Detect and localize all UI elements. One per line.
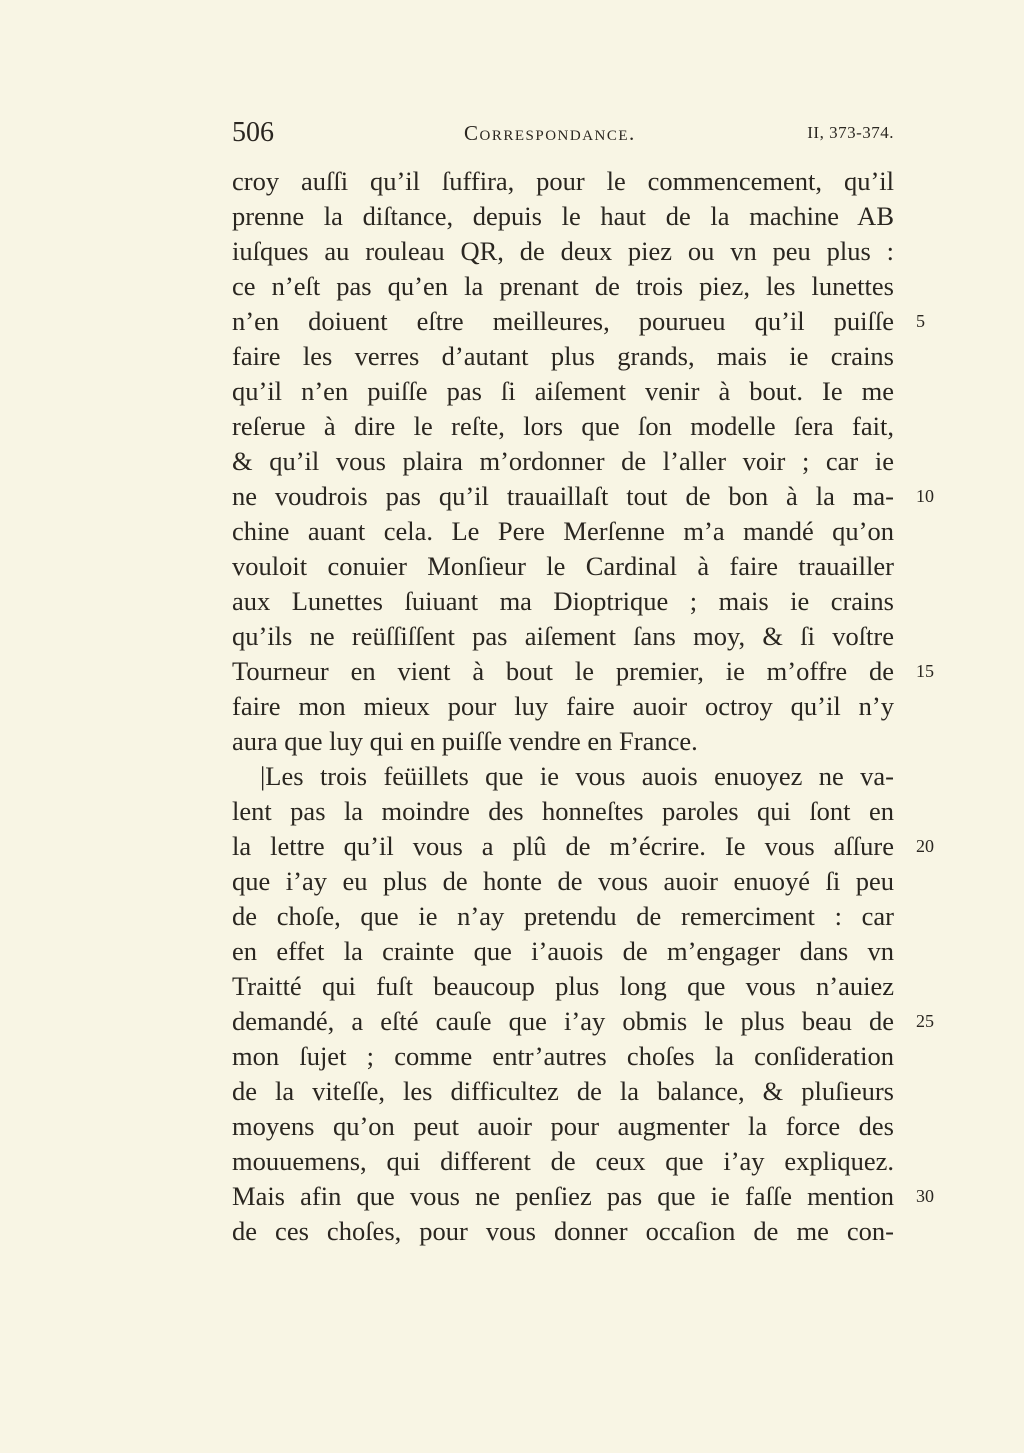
- text-line: ne voudrois pas qu’il trauaillaſt tout de bon à la ma-: [232, 481, 894, 511]
- text-line: de choſe, que ie n’ay pretendu de remerciment : car: [232, 901, 894, 931]
- text-line: Tourneur en vient à bout le premier, ie m’offre de: [232, 656, 894, 686]
- text-line: qu’ils ne reüſſiſſent pas aiſement ſans moy, & ſi voſtre: [232, 621, 894, 651]
- body-text: [232, 164, 894, 1249]
- text-line: demandé, a eſté cauſe que i’ay obmis le plus beau de: [232, 1006, 894, 1036]
- text-line: reſerue à dire le reſte, lors que ſon modelle ſera fait,: [232, 411, 894, 441]
- text-line: qu’il n’en puiſſe pas ſi aiſement venir à bout. Ie me: [232, 376, 894, 406]
- text-line: faire mon mieux pour luy faire auoir octroy qu’il n’y: [232, 691, 894, 721]
- text-line: Mais afin que vous ne penſiez pas que ie faſſe mention: [232, 1181, 894, 1211]
- text-line: la lettre qu’il vous a plû de m’écrire. Ie vous aſſure: [232, 831, 894, 861]
- text-line: en effet la crainte que i’auois de m’engager dans vn: [232, 936, 894, 966]
- text-line: mouuemens, qui different de ceux que i’ay expliquez.: [232, 1146, 894, 1176]
- text-line: iuſques au rouleau QR, de deux piez ou vn peu plus :: [232, 236, 894, 266]
- text-line: que i’ay eu plus de honte de vous auoir enuoyé ſi peu: [232, 866, 894, 896]
- text-line: chine auant cela. Le Pere Merſenne m’a mandé qu’on: [232, 516, 894, 546]
- text-line: vouloit conuier Monſieur le Cardinal à faire trauailler: [232, 551, 894, 581]
- text-line: lent pas la moindre des honneſtes paroles qui ſont en: [232, 796, 894, 826]
- text-line: de la viteſſe, les difficultez de la balance, & pluſieurs: [232, 1076, 894, 1106]
- text-line: croy auſſi qu’il ſuffira, pour le commencement, qu’il: [232, 166, 894, 196]
- text-line: aux Lunettes ſuiuant ma Dioptrique ; mais ie crains: [232, 586, 894, 616]
- text-line: mon ſujet ; comme entr’autres choſes la conſideration: [232, 1041, 894, 1071]
- running-title: Correspondance.: [464, 121, 636, 145]
- text-line: ce n’eſt pas qu’en la prenant de trois piez, les lunettes: [232, 271, 894, 301]
- line-number: 20: [916, 836, 934, 856]
- line-number: 5: [916, 311, 925, 331]
- text-line: & qu’il vous plaira m’ordonner de l’aller voir ; car ie: [232, 446, 894, 476]
- text-line: n’en doiuent eſtre meilleures, pourueu qu’il puiſſe: [232, 306, 894, 336]
- text-line: |Les trois feüillets que ie vous auois enuoyez ne va-: [260, 761, 894, 791]
- page-header: [232, 116, 894, 150]
- page-number: 506: [232, 117, 274, 148]
- text-line: aura que luy qui en puiſſe vendre en France.: [232, 726, 698, 756]
- volume-reference: II, 373-374.: [807, 123, 894, 142]
- text-line: Traitté qui fuſt beaucoup plus long que vous n’auiez: [232, 971, 894, 1001]
- text-line: moyens qu’on peut auoir pour augmenter la force des: [232, 1111, 894, 1141]
- line-number: 15: [916, 661, 934, 681]
- text-line: de ces choſes, pour vous donner occaſion de me con-: [232, 1216, 894, 1246]
- line-number: 30: [916, 1186, 934, 1206]
- line-number: 10: [916, 486, 934, 506]
- line-number: 25: [916, 1011, 934, 1031]
- text-line: prenne la diſtance, depuis le haut de la machine AB: [232, 201, 894, 231]
- text-line: faire les verres d’autant plus grands, mais ie crains: [232, 341, 894, 371]
